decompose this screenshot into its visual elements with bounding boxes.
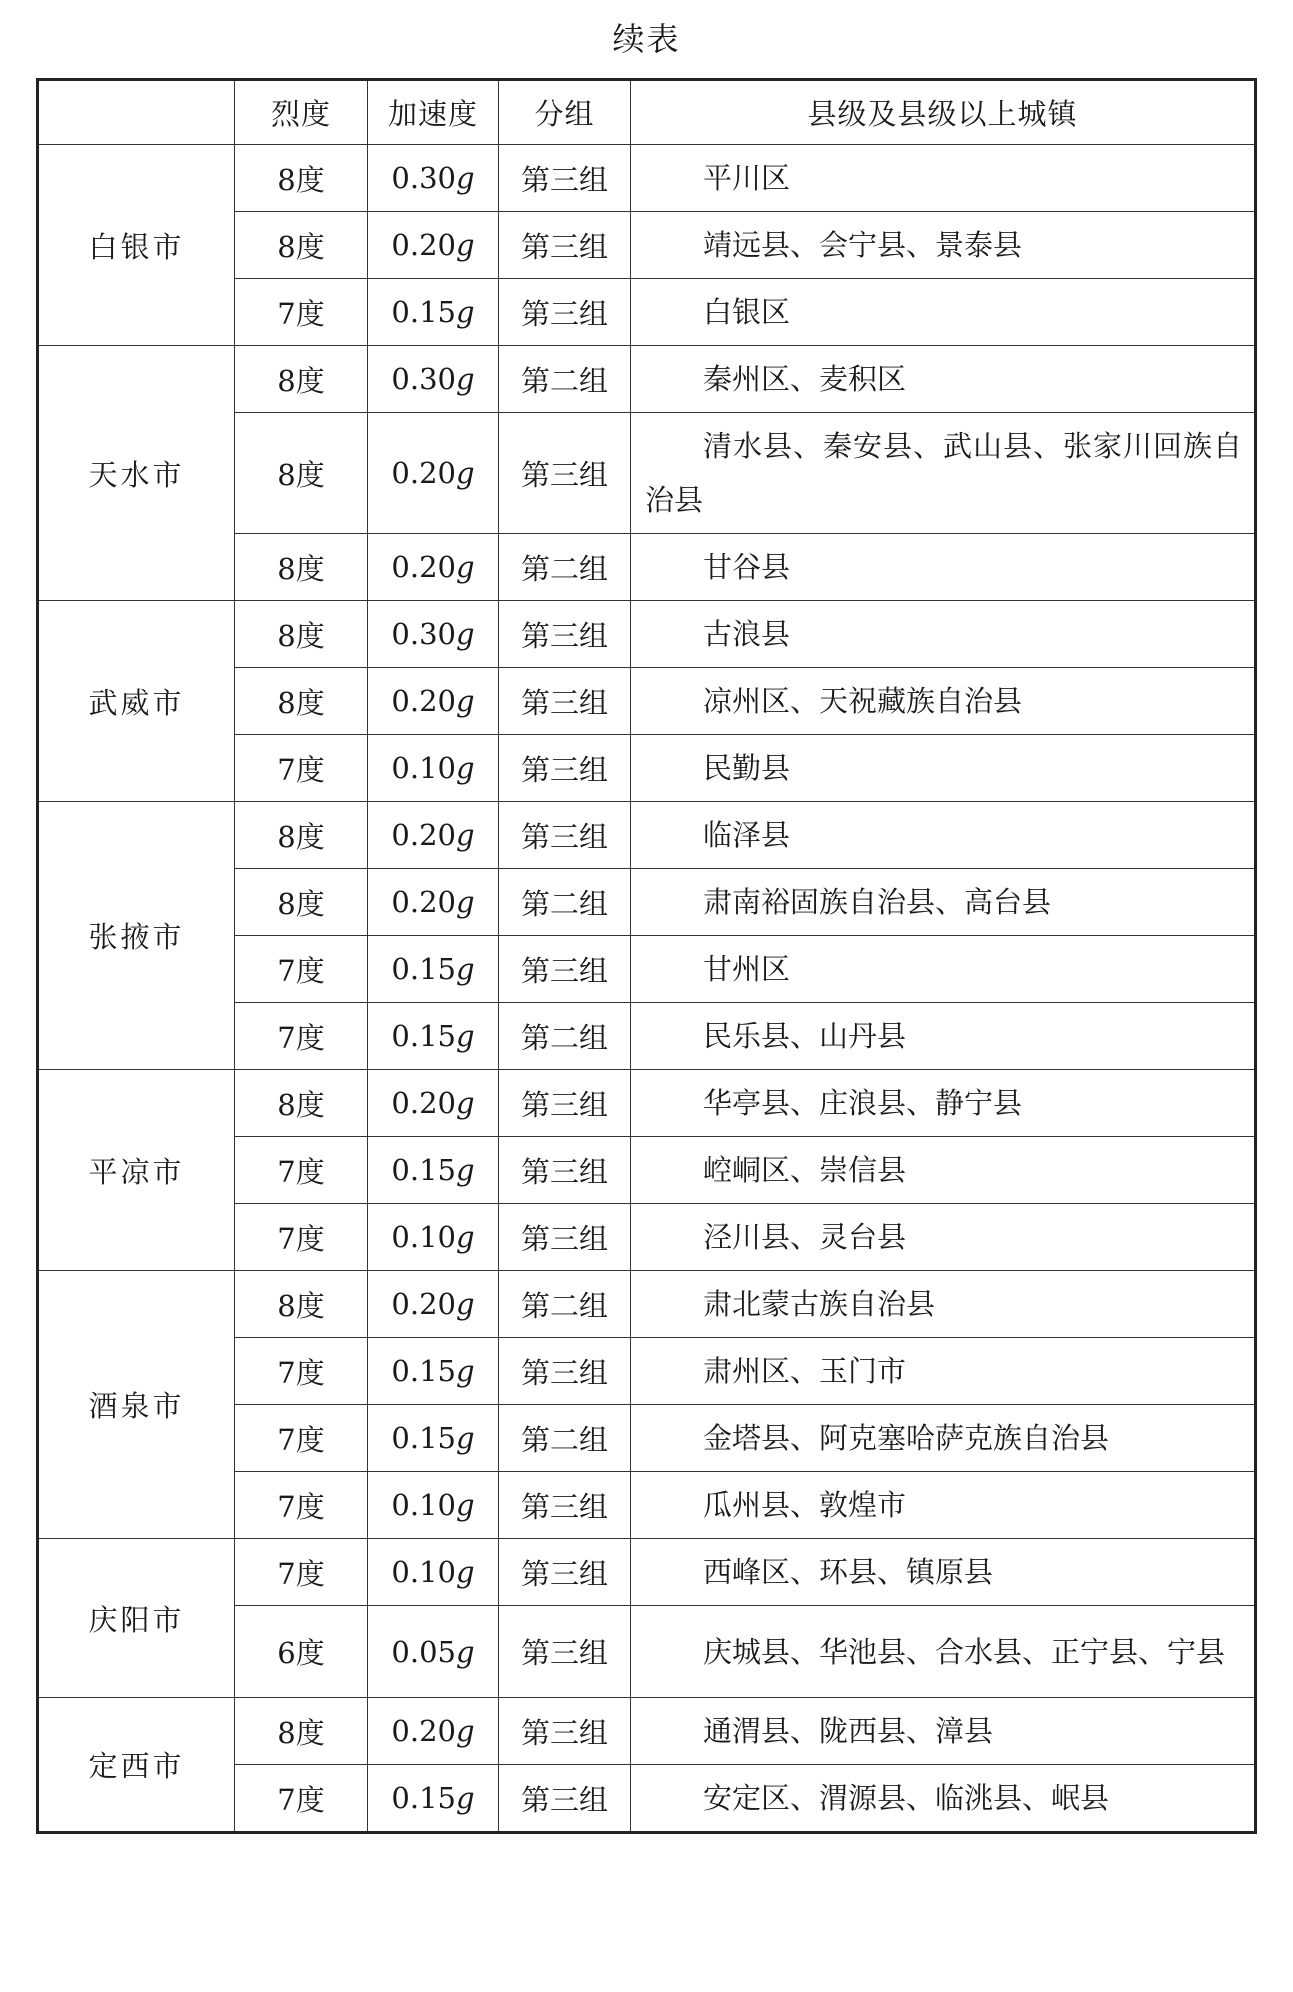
acceleration-unit: g — [456, 1488, 475, 1522]
intensity-cell: 7度 — [235, 1765, 368, 1833]
acceleration-value: 0.10 — [391, 1488, 456, 1522]
acceleration-unit: g — [456, 1019, 475, 1053]
acceleration-value: 0.05 — [391, 1634, 456, 1669]
acceleration-cell — [368, 1003, 499, 1070]
group-cell: 第三组 — [499, 802, 631, 869]
acceleration-cell — [368, 869, 499, 936]
towns-text: 秦州区、麦积区 — [703, 362, 907, 396]
towns-text: 金塔县、阿克塞哈萨克族自治县 — [703, 1421, 1110, 1455]
acceleration-unit: g — [456, 228, 475, 262]
group-cell: 第三组 — [499, 212, 631, 279]
acceleration-unit: g — [456, 1354, 475, 1388]
table-row — [38, 145, 1256, 212]
towns-text: 靖远县、会宁县、景泰县 — [703, 228, 1023, 262]
intensity-cell: 8度 — [235, 413, 368, 534]
acceleration-cell — [368, 1472, 499, 1539]
city-cell: 平凉市 — [38, 1070, 235, 1271]
intensity-cell: 7度 — [235, 936, 368, 1003]
acceleration-value: 0.20 — [391, 550, 456, 584]
towns-text: 清水县、秦安县、武山县、张家川回族自治县 — [645, 429, 1242, 517]
acceleration-unit: g — [456, 952, 475, 986]
acceleration-unit: g — [456, 751, 475, 785]
acceleration-value: 0.15 — [391, 1421, 456, 1455]
city-cell: 白银市 — [38, 145, 235, 346]
acceleration-cell — [368, 534, 499, 601]
table-caption: 续表 — [612, 20, 681, 58]
acceleration-cell — [368, 1204, 499, 1271]
acceleration-unit: g — [456, 617, 475, 651]
table-row — [38, 346, 1256, 413]
acceleration-cell — [368, 735, 499, 802]
acceleration-cell — [368, 601, 499, 668]
group-cell: 第三组 — [499, 1765, 631, 1833]
intensity-cell: 8度 — [235, 869, 368, 936]
intensity-cell: 8度 — [235, 1070, 368, 1137]
acceleration-unit: g — [456, 161, 475, 195]
city-cell: 酒泉市 — [38, 1271, 235, 1539]
group-cell: 第三组 — [499, 601, 631, 668]
seismic-zoning-table — [36, 78, 1257, 1834]
towns-cell — [631, 1765, 1256, 1833]
group-cell: 第二组 — [499, 534, 631, 601]
towns-cell — [631, 869, 1256, 936]
header-city — [38, 80, 235, 145]
towns-cell — [631, 802, 1256, 869]
city-cell: 武威市 — [38, 601, 235, 802]
towns-cell — [631, 1003, 1256, 1070]
acceleration-cell — [368, 145, 499, 212]
acceleration-cell — [368, 936, 499, 1003]
acceleration-value: 0.30 — [391, 617, 456, 651]
acceleration-cell — [368, 802, 499, 869]
towns-cell — [631, 534, 1256, 601]
intensity-cell: 7度 — [235, 279, 368, 346]
towns-cell — [631, 145, 1256, 212]
acceleration-unit: g — [456, 362, 475, 396]
city-cell: 张掖市 — [38, 802, 235, 1070]
towns-cell — [631, 735, 1256, 802]
group-cell: 第三组 — [499, 735, 631, 802]
towns-text: 安定区、渭源县、临洮县、岷县 — [703, 1781, 1110, 1815]
towns-text: 甘州区 — [703, 952, 791, 986]
towns-cell — [631, 1137, 1256, 1204]
towns-text: 平川区 — [703, 161, 791, 195]
towns-text: 白银区 — [703, 295, 791, 329]
group-cell: 第二组 — [499, 869, 631, 936]
towns-text: 民勤县 — [703, 751, 791, 785]
group-cell: 第二组 — [499, 346, 631, 413]
intensity-cell: 8度 — [235, 534, 368, 601]
towns-cell — [631, 601, 1256, 668]
towns-text: 崆峒区、崇信县 — [703, 1153, 907, 1187]
intensity-cell: 7度 — [235, 1472, 368, 1539]
intensity-cell: 8度 — [235, 145, 368, 212]
group-cell: 第三组 — [499, 1070, 631, 1137]
group-cell: 第二组 — [499, 1271, 631, 1338]
towns-text: 泾川县、灵台县 — [703, 1220, 907, 1254]
acceleration-value: 0.15 — [391, 295, 456, 329]
towns-text: 肃北蒙古族自治县 — [703, 1287, 936, 1321]
acceleration-value: 0.10 — [391, 1555, 456, 1589]
header-acceleration: 加速度 — [368, 80, 499, 145]
towns-cell — [631, 1472, 1256, 1539]
intensity-cell: 7度 — [235, 1539, 368, 1606]
acceleration-value: 0.10 — [391, 751, 456, 785]
table-row — [38, 1539, 1256, 1606]
group-cell: 第三组 — [499, 1698, 631, 1765]
table-row — [38, 601, 1256, 668]
city-cell: 定西市 — [38, 1698, 235, 1833]
acceleration-cell — [368, 346, 499, 413]
acceleration-cell — [368, 1338, 499, 1405]
group-cell: 第三组 — [499, 279, 631, 346]
acceleration-unit: g — [456, 1421, 475, 1455]
towns-cell — [631, 279, 1256, 346]
acceleration-cell — [368, 1606, 499, 1698]
table-row — [38, 1070, 1256, 1137]
intensity-cell: 8度 — [235, 668, 368, 735]
towns-text: 民乐县、山丹县 — [703, 1019, 907, 1053]
header-intensity: 烈度 — [235, 80, 368, 145]
group-cell: 第三组 — [499, 1539, 631, 1606]
acceleration-cell — [368, 413, 499, 534]
acceleration-unit: g — [456, 456, 475, 490]
header-row — [38, 80, 1256, 145]
towns-text: 甘谷县 — [703, 550, 791, 584]
acceleration-cell — [368, 668, 499, 735]
table-row — [38, 1698, 1256, 1765]
group-cell: 第三组 — [499, 668, 631, 735]
acceleration-cell — [368, 212, 499, 279]
acceleration-unit: g — [456, 295, 475, 329]
intensity-cell: 8度 — [235, 346, 368, 413]
group-cell: 第三组 — [499, 936, 631, 1003]
group-cell: 第三组 — [499, 1338, 631, 1405]
intensity-cell: 8度 — [235, 802, 368, 869]
acceleration-cell — [368, 1137, 499, 1204]
group-cell: 第三组 — [499, 1204, 631, 1271]
acceleration-unit: g — [456, 1781, 475, 1815]
acceleration-value: 0.20 — [391, 684, 456, 718]
towns-text: 华亭县、庄浪县、静宁县 — [703, 1086, 1023, 1120]
acceleration-unit: g — [456, 1555, 475, 1589]
towns-text: 古浪县 — [703, 617, 791, 651]
acceleration-value: 0.20 — [391, 228, 456, 262]
acceleration-unit: g — [456, 1287, 475, 1321]
acceleration-cell — [368, 1539, 499, 1606]
table-body — [38, 80, 1256, 1833]
city-cell: 天水市 — [38, 346, 235, 601]
acceleration-value: 0.15 — [391, 952, 456, 986]
header-group: 分组 — [499, 80, 631, 145]
acceleration-value: 0.10 — [391, 1220, 456, 1254]
towns-cell — [631, 1539, 1256, 1606]
intensity-cell: 8度 — [235, 1271, 368, 1338]
acceleration-value: 0.20 — [391, 1714, 456, 1748]
acceleration-cell — [368, 1070, 499, 1137]
towns-cell — [631, 668, 1256, 735]
acceleration-unit: g — [456, 1634, 475, 1669]
towns-cell — [631, 346, 1256, 413]
acceleration-value: 0.20 — [391, 1086, 456, 1120]
acceleration-unit: g — [456, 1220, 475, 1254]
group-cell: 第三组 — [499, 145, 631, 212]
intensity-cell: 7度 — [235, 1003, 368, 1070]
acceleration-value: 0.15 — [391, 1153, 456, 1187]
acceleration-unit: g — [456, 1086, 475, 1120]
acceleration-value: 0.20 — [391, 818, 456, 852]
group-cell: 第二组 — [499, 1405, 631, 1472]
towns-cell — [631, 1271, 1256, 1338]
towns-cell — [631, 1070, 1256, 1137]
acceleration-unit: g — [456, 885, 475, 919]
towns-cell — [631, 413, 1256, 534]
towns-text: 肃州区、玉门市 — [703, 1354, 907, 1388]
acceleration-value: 0.30 — [391, 161, 456, 195]
acceleration-cell — [368, 279, 499, 346]
towns-cell — [631, 1338, 1256, 1405]
acceleration-value: 0.30 — [391, 362, 456, 396]
towns-cell — [631, 1405, 1256, 1472]
intensity-cell: 7度 — [235, 1137, 368, 1204]
towns-text: 通渭县、陇西县、漳县 — [703, 1714, 994, 1748]
acceleration-value: 0.20 — [391, 1287, 456, 1321]
acceleration-unit: g — [456, 550, 475, 584]
intensity-cell: 6度 — [235, 1606, 368, 1698]
towns-text: 凉州区、天祝藏族自治县 — [703, 684, 1023, 718]
group-cell: 第三组 — [499, 1472, 631, 1539]
group-cell: 第三组 — [499, 413, 631, 534]
towns-text: 庆城县、华池县、合水县、正宁县、宁县 — [703, 1634, 1226, 1669]
towns-text: 瓜州县、敦煌市 — [703, 1488, 907, 1522]
acceleration-value: 0.15 — [391, 1354, 456, 1388]
intensity-cell: 8度 — [235, 212, 368, 279]
towns-text: 肃南裕固族自治县、高台县 — [703, 885, 1052, 919]
acceleration-cell — [368, 1405, 499, 1472]
group-cell: 第二组 — [499, 1003, 631, 1070]
towns-cell — [631, 212, 1256, 279]
towns-text: 西峰区、环县、镇原县 — [703, 1555, 994, 1589]
acceleration-value: 0.15 — [391, 1019, 456, 1053]
group-cell: 第三组 — [499, 1606, 631, 1698]
towns-cell — [631, 1204, 1256, 1271]
group-cell: 第三组 — [499, 1137, 631, 1204]
towns-cell — [631, 1698, 1256, 1765]
intensity-cell: 7度 — [235, 1204, 368, 1271]
acceleration-unit: g — [456, 684, 475, 718]
acceleration-cell — [368, 1271, 499, 1338]
acceleration-unit: g — [456, 818, 475, 852]
towns-cell — [631, 936, 1256, 1003]
intensity-cell: 7度 — [235, 1338, 368, 1405]
table-row — [38, 802, 1256, 869]
intensity-cell: 7度 — [235, 1405, 368, 1472]
city-cell: 庆阳市 — [38, 1539, 235, 1698]
intensity-cell: 8度 — [235, 1698, 368, 1765]
acceleration-value: 0.20 — [391, 456, 456, 490]
acceleration-unit: g — [456, 1153, 475, 1187]
towns-text: 临泽县 — [703, 818, 791, 852]
table-row — [38, 1271, 1256, 1338]
intensity-cell: 8度 — [235, 601, 368, 668]
header-towns: 县级及县级以上城镇 — [631, 80, 1256, 145]
acceleration-cell — [368, 1765, 499, 1833]
acceleration-unit: g — [456, 1714, 475, 1748]
intensity-cell: 7度 — [235, 735, 368, 802]
towns-cell — [631, 1606, 1256, 1698]
acceleration-value: 0.15 — [391, 1781, 456, 1815]
acceleration-value: 0.20 — [391, 885, 456, 919]
acceleration-cell — [368, 1698, 499, 1765]
